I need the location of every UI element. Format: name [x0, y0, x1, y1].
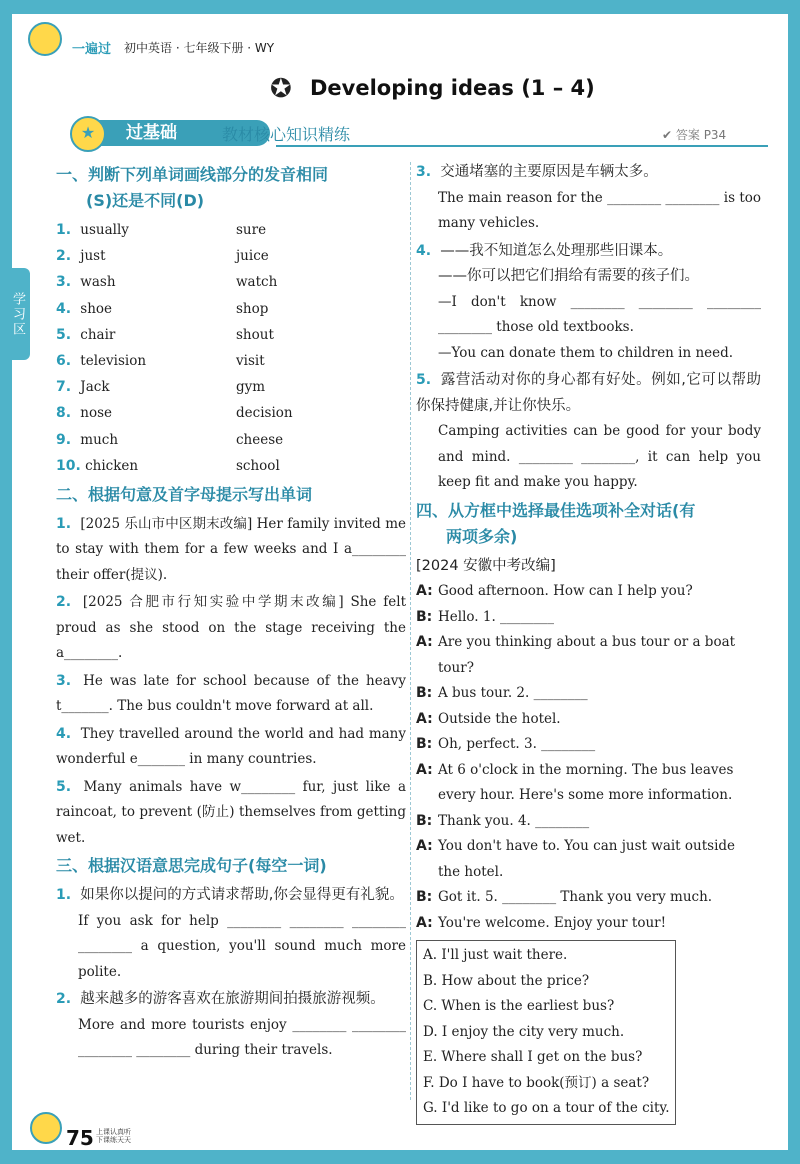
option-item: C. When is the earliest bus? — [423, 998, 615, 1014]
item-text: [2025 乐山市中区期末改编] Her family invited me to stay with them for a few weeks and I a________ their offer(提议). — [56, 515, 406, 583]
item-chinese-reply: ——你可以把它们捐给有需要的孩子们。 — [438, 268, 699, 284]
dialogue-text: Are you thinking about a bus tour or a boat tour? — [438, 634, 736, 676]
word-a: usually — [80, 222, 129, 238]
banner-underline — [276, 145, 768, 147]
list-item — [56, 669, 406, 720]
dialogue-line — [416, 707, 761, 733]
option-item: E. Where shall I get on the bus? — [423, 1049, 643, 1065]
item-number: 2. — [56, 594, 72, 611]
item-number: 4. — [416, 242, 432, 259]
right-column — [416, 160, 761, 1125]
item-english: The main reason for the ________ ________ is too many vehicles. — [438, 189, 761, 231]
dialogue-text: You're welcome. Enjoy your tour! — [438, 914, 667, 931]
item-english: —I don't know ________ ________ ________ ________ those old textbooks. — [438, 293, 761, 335]
item-number: 6. — [56, 352, 72, 369]
item-number: 1. — [56, 222, 72, 238]
word-b: gym — [236, 379, 266, 396]
column-divider — [410, 162, 411, 1100]
list-item — [56, 428, 406, 454]
speaker: B: — [416, 812, 433, 829]
word-a: wash — [80, 274, 116, 291]
star-badge-icon: ✪ — [270, 74, 292, 104]
item-number: 3. — [56, 274, 72, 291]
list-item — [56, 375, 406, 401]
dialogue — [416, 579, 761, 936]
list-item — [416, 368, 761, 496]
item-text: He was late for school because of the heavy t_______. The bus couldn't move forward at all. — [56, 672, 406, 715]
item-text: Many animals have w________ fur, just like a raincoat, to prevent (防止) themselves from getting wet. — [56, 778, 407, 846]
item-number: 3. — [416, 164, 432, 180]
mascot-footer-icon — [30, 1112, 62, 1144]
speaker: B: — [416, 889, 433, 905]
item-english: If you ask for help ________ ________ ________ ________ a question, you'll sound much more polite. — [78, 912, 406, 980]
dialogue-line — [416, 809, 761, 835]
word-b: school — [236, 457, 280, 474]
word-b: juice — [236, 248, 269, 265]
word-b: shop — [236, 300, 269, 317]
speaker: A: — [416, 583, 433, 599]
dialogue-line — [416, 630, 761, 681]
list-item — [56, 349, 406, 375]
word-b: shout — [236, 326, 274, 343]
dialogue-line — [416, 579, 761, 605]
item-number: 4. — [56, 725, 72, 742]
page-header — [28, 22, 428, 62]
item-chinese: 露营活动对你的身心都有好处。例如,它可以帮助你保持健康,并让你快乐。 — [416, 372, 762, 414]
dialogue-text: Thank you. 4. ________ — [438, 812, 590, 829]
dialogue-line — [416, 605, 761, 631]
word-a: chicken — [85, 457, 139, 474]
speaker: A: — [416, 914, 433, 931]
left-column — [56, 160, 406, 1066]
footer-slogan-line2: 下课练天天 — [96, 1136, 131, 1144]
speaker: B: — [416, 685, 433, 701]
list-item — [416, 160, 761, 237]
footer-slogan — [96, 1128, 131, 1144]
item-number: 10. — [56, 457, 81, 474]
dialogue-text: You don't have to. You can just wait outside the hotel. — [438, 838, 736, 880]
list-item — [56, 401, 406, 427]
item-number: 8. — [56, 405, 72, 422]
page-frame-top — [0, 0, 800, 14]
list-item — [56, 883, 406, 985]
list-item — [56, 297, 406, 323]
item-number: 4. — [56, 300, 72, 317]
word-a: shoe — [80, 300, 113, 317]
dialogue-text: Got it. 5. ________ Thank you very much. — [438, 889, 713, 905]
item-chinese: ——我不知道怎么处理那些旧课本。 — [440, 242, 673, 259]
item-chinese: 交通堵塞的主要原因是车辆太多。 — [440, 164, 658, 180]
list-item — [56, 323, 406, 349]
mascot-logo-icon — [28, 22, 62, 56]
title-block — [270, 72, 595, 106]
speaker: A: — [416, 761, 433, 778]
item-number: 5. — [416, 372, 432, 388]
dialogue-text: Outside the hotel. — [438, 710, 561, 727]
dialogue-text: Oh, perfect. 3. ________ — [438, 736, 596, 752]
section1-heading-line1: 一、判断下列单词画线部分的发音相同 — [56, 165, 329, 184]
section1-heading — [56, 162, 406, 214]
section4-heading-line2: 两项多余) — [446, 526, 518, 546]
speaker: A: — [416, 838, 433, 854]
list-item — [56, 590, 406, 667]
option-item: A. I'll just wait there. — [423, 947, 568, 963]
dialogue-text: A bus tour. 2. ________ — [438, 685, 588, 701]
word-b: watch — [236, 274, 278, 291]
item-text: They travelled around the world and had many wonderful e_______ in many countries. — [56, 725, 406, 768]
dialogue-line — [416, 758, 761, 809]
item-number: 2. — [56, 991, 72, 1008]
option-item: D. I enjoy the city very much. — [423, 1023, 625, 1040]
item-english: More and more tourists enjoy ________ ________ ________ ________ during their travels. — [78, 1016, 406, 1059]
item-chinese: 如果你以提问的方式请求帮助,你会显得更有礼貌。 — [80, 887, 404, 904]
section4-heading — [416, 498, 761, 550]
answer-reference-text: 答案 P34 — [675, 128, 727, 142]
word-a: nose — [80, 405, 113, 422]
word-b: cheese — [236, 431, 284, 448]
banner-tag: 过基础 — [90, 120, 270, 146]
side-tab: 学习区 — [4, 268, 30, 360]
dialogue-text: Hello. 1. ________ — [438, 608, 555, 625]
list-item — [56, 722, 406, 773]
dialogue-text: Good afternoon. How can I help you? — [438, 583, 693, 599]
word-b: decision — [236, 405, 293, 422]
word-b: sure — [236, 222, 267, 238]
item-text: [2025 合肥市行知实验中学期末改编] She felt proud as she stood on the stage receiving the a________. — [56, 594, 406, 662]
page-frame-bottom — [0, 1150, 800, 1164]
item-number: 9. — [56, 431, 72, 448]
section3-heading: 三、根据汉语意思完成句子(每空一词) — [56, 856, 327, 876]
item-number: 1. — [56, 515, 72, 532]
page-frame-right — [788, 0, 800, 1164]
list-item — [416, 239, 761, 367]
section-banner — [70, 118, 770, 148]
list-item — [56, 987, 406, 1064]
dialogue-line — [416, 911, 761, 937]
item-number: 1. — [56, 887, 72, 904]
book-info: 初中英语 · 七年级下册 · WY — [124, 41, 275, 55]
page-number: 75 — [66, 1126, 94, 1150]
list-item — [56, 244, 406, 270]
word-a: Jack — [80, 379, 110, 396]
list-item — [56, 512, 406, 589]
item-number: 5. — [56, 326, 72, 343]
item-english-reply: —You can donate them to children in need. — [438, 344, 734, 361]
word-a: chair — [80, 326, 116, 343]
list-item — [56, 775, 406, 852]
list-item — [56, 454, 406, 480]
word-a: much — [80, 431, 119, 448]
section1-heading-line2: (S)还是不同(D) — [86, 191, 205, 210]
speaker: B: — [416, 736, 433, 752]
section4-source: [2024 安徽中考改编] — [416, 557, 556, 574]
item-number: 3. — [56, 672, 72, 689]
dialogue-line — [416, 834, 761, 885]
word-a: just — [80, 248, 106, 265]
page-title: Developing ideas (1 – 4) — [310, 76, 595, 100]
footer-slogan-line1: 上课认真听 — [96, 1128, 131, 1136]
dialogue-line — [416, 732, 761, 758]
brand-name: 一遍过 — [72, 42, 112, 57]
item-number: 5. — [56, 778, 72, 795]
option-item: B. How about the price? — [423, 972, 590, 989]
page-frame-left — [0, 0, 12, 1164]
section4-heading-line1: 四、从方框中选择最佳选项补全对话(有 — [416, 500, 696, 520]
options-box — [416, 940, 676, 1125]
speaker: B: — [416, 608, 433, 625]
speaker: A: — [416, 710, 433, 727]
option-item: F. Do I have to book(预订) a seat? — [423, 1074, 650, 1091]
dialogue-line — [416, 885, 761, 911]
word-a: television — [80, 352, 147, 369]
item-number: 7. — [56, 379, 72, 396]
speaker: A: — [416, 634, 433, 650]
section1-list — [56, 218, 406, 480]
dialogue-line — [416, 681, 761, 707]
item-english: Camping activities can be good for your body and mind. ________ ________, it can help you keep fit and make you happy. — [438, 423, 761, 490]
item-chinese: 越来越多的游客喜欢在旅游期间拍摄旅游视频。 — [80, 991, 385, 1008]
option-item: G. I'd like to go on a tour of the city. — [423, 1100, 670, 1116]
word-b: visit — [236, 352, 265, 369]
answer-reference: ✔ 答案 P34 — [662, 128, 727, 142]
list-item — [56, 270, 406, 296]
banner-subtitle: 教材核心知识精练 — [222, 125, 351, 144]
list-item — [56, 218, 406, 244]
dialogue-text: At 6 o'clock in the morning. The bus leaves every hour. Here's some more information. — [438, 761, 734, 803]
mascot-star-icon: ★ — [70, 116, 106, 152]
item-number: 2. — [56, 248, 72, 265]
section2-heading: 二、根据句意及首字母提示写出单词 — [56, 484, 313, 504]
